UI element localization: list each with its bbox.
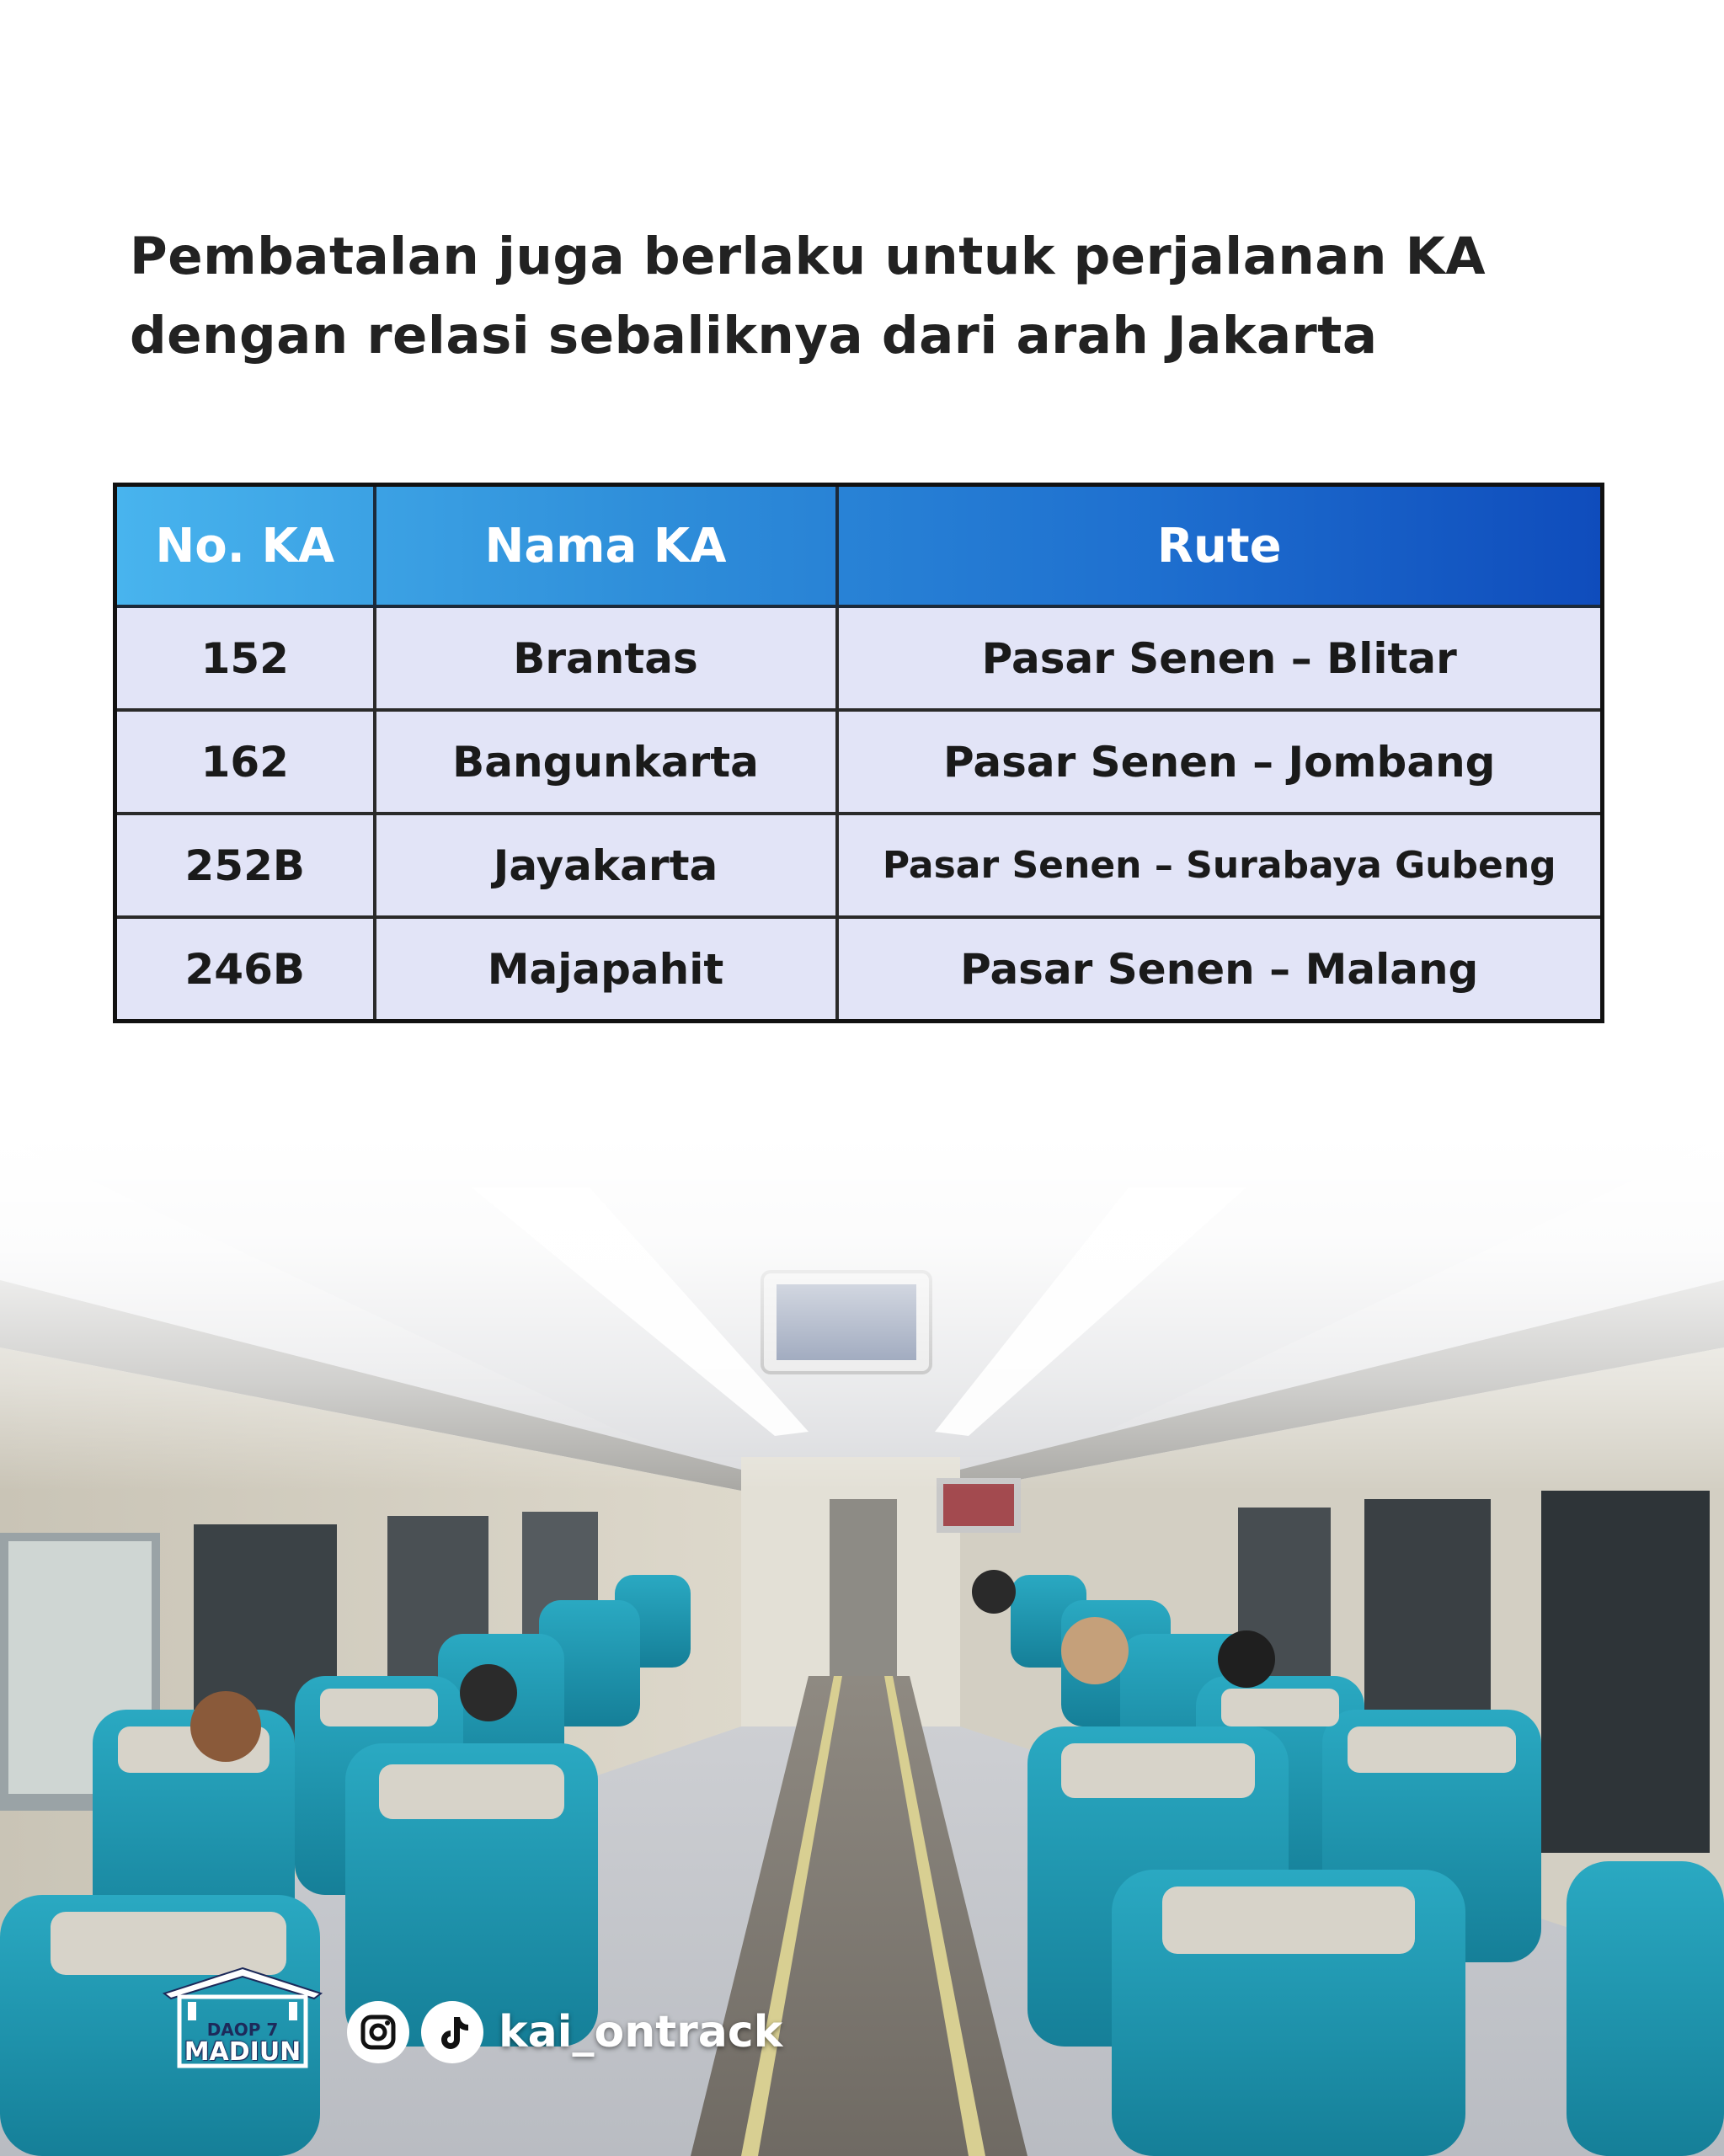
logo-top-text: DAOP 7 xyxy=(206,2020,279,2040)
cell-no-ka: 152 xyxy=(115,606,375,710)
col-header-no-ka: No. KA xyxy=(115,485,375,607)
cell-no-ka: 162 xyxy=(115,710,375,814)
col-header-nama-ka: Nama KA xyxy=(375,485,837,607)
headline: Pembatalan juga berlaku untuk perjalanan KA dengan relasi sebaliknya dari arah Jakarta xyxy=(130,227,1486,366)
cell-nama-ka: Bangunkarta xyxy=(375,710,837,814)
col-header-rute: Rute xyxy=(837,485,1603,607)
tiktok-icon[interactable] xyxy=(421,2001,483,2063)
table-row xyxy=(115,917,1603,1022)
social-handle[interactable]: kai_ontrack xyxy=(499,2007,783,2057)
cell-nama-ka: Brantas xyxy=(375,606,837,710)
cell-no-ka: 246B xyxy=(115,917,375,1022)
instagram-icon[interactable] xyxy=(347,2001,409,2063)
cell-nama-ka: Jayakarta xyxy=(375,814,837,917)
table-row xyxy=(115,606,1603,710)
cell-nama-ka: Majapahit xyxy=(375,917,837,1022)
table-header-row xyxy=(115,485,1603,607)
table-row xyxy=(115,710,1603,814)
cell-rute: Pasar Senen – Malang xyxy=(837,917,1603,1022)
cell-rute: Pasar Senen – Surabaya Gubeng xyxy=(837,814,1603,917)
cell-rute: Pasar Senen – Blitar xyxy=(837,606,1603,710)
cell-rute: Pasar Senen – Jombang xyxy=(837,710,1603,814)
table-row xyxy=(115,814,1603,917)
daop-logo xyxy=(163,1965,323,2070)
social-bar xyxy=(347,2000,782,2064)
photo-fade xyxy=(0,1137,1724,1491)
cell-no-ka: 252B xyxy=(115,814,375,917)
logo-bottom-text: MADIUN xyxy=(184,2037,302,2067)
train-table xyxy=(113,483,1600,1018)
